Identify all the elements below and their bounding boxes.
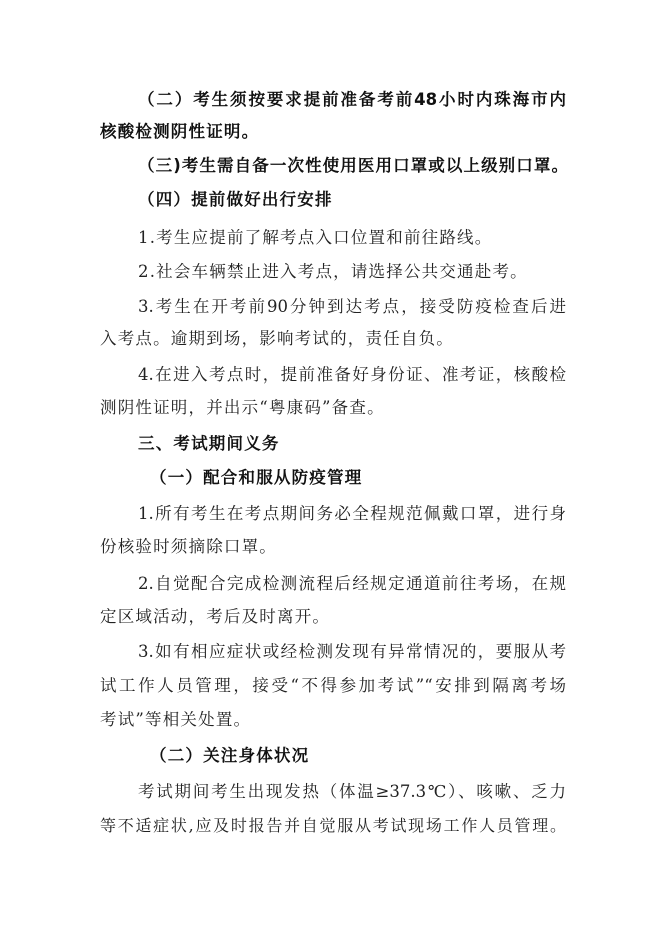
paragraph-line: 定区域活动，考后及时离开。 — [100, 607, 331, 626]
section-heading-2: （二）考生须按要求提前准备考前48小时内珠海市内 — [138, 90, 566, 109]
list-item-3: 3.如有相应症状或经检测发现有异常情况的，要服从考 — [138, 642, 566, 661]
paragraph-line: 等不适症状,应及时报告并自觉服从考试现场工作人员管理。 — [100, 816, 566, 835]
paragraph-line: 试工作人员管理，接受“不得参加考试”“安排到隔离考场 — [100, 676, 566, 695]
list-item-1: 1.所有考生在考点期间务必全程规范佩戴口罩，进行身 — [138, 504, 566, 523]
paragraph-line: 测阴性证明，并出示“粤康码”备查。 — [100, 398, 385, 417]
section-heading-2: （二）关注身体状况 — [150, 746, 310, 765]
paragraph-line: 考试”等相关处置。 — [100, 710, 252, 729]
paragraph-line: 份核验时须摘除口罩。 — [100, 537, 277, 556]
list-item-1: 1.考生应提前了解考点入口位置和前往路线。 — [138, 228, 493, 247]
list-item-2: 2.自觉配合完成检测流程后经规定通道前往考场，在规 — [138, 574, 566, 593]
section-heading-3: （三)考生需自备一次性使用医用口罩或以上级别口罩。 — [138, 156, 568, 175]
list-item-3: 3.考生在开考前90分钟到达考点，接受防疫检查后进 — [138, 297, 566, 316]
list-item-2: 2.社会车辆禁止进入考点，请选择公共交通赴考。 — [138, 262, 528, 281]
list-item-4: 4.在进入考点时，提前准备好身份证、准考证，核酸检 — [138, 365, 566, 384]
paragraph-line: 核酸检测阴性证明。 — [100, 122, 260, 141]
paragraph-line: 考试期间考生出现发热（体温≥37.3℃）、咳嗽、乏力 — [138, 782, 566, 801]
section-heading-1: （一）配合和服从防疫管理 — [150, 468, 363, 487]
section-heading-4: （四）提前做好出行安排 — [138, 190, 333, 209]
chapter-heading: 三、考试期间义务 — [138, 434, 280, 453]
paragraph-line: 入考点。逾期到场，影响考试的，责任自负。 — [100, 329, 454, 348]
